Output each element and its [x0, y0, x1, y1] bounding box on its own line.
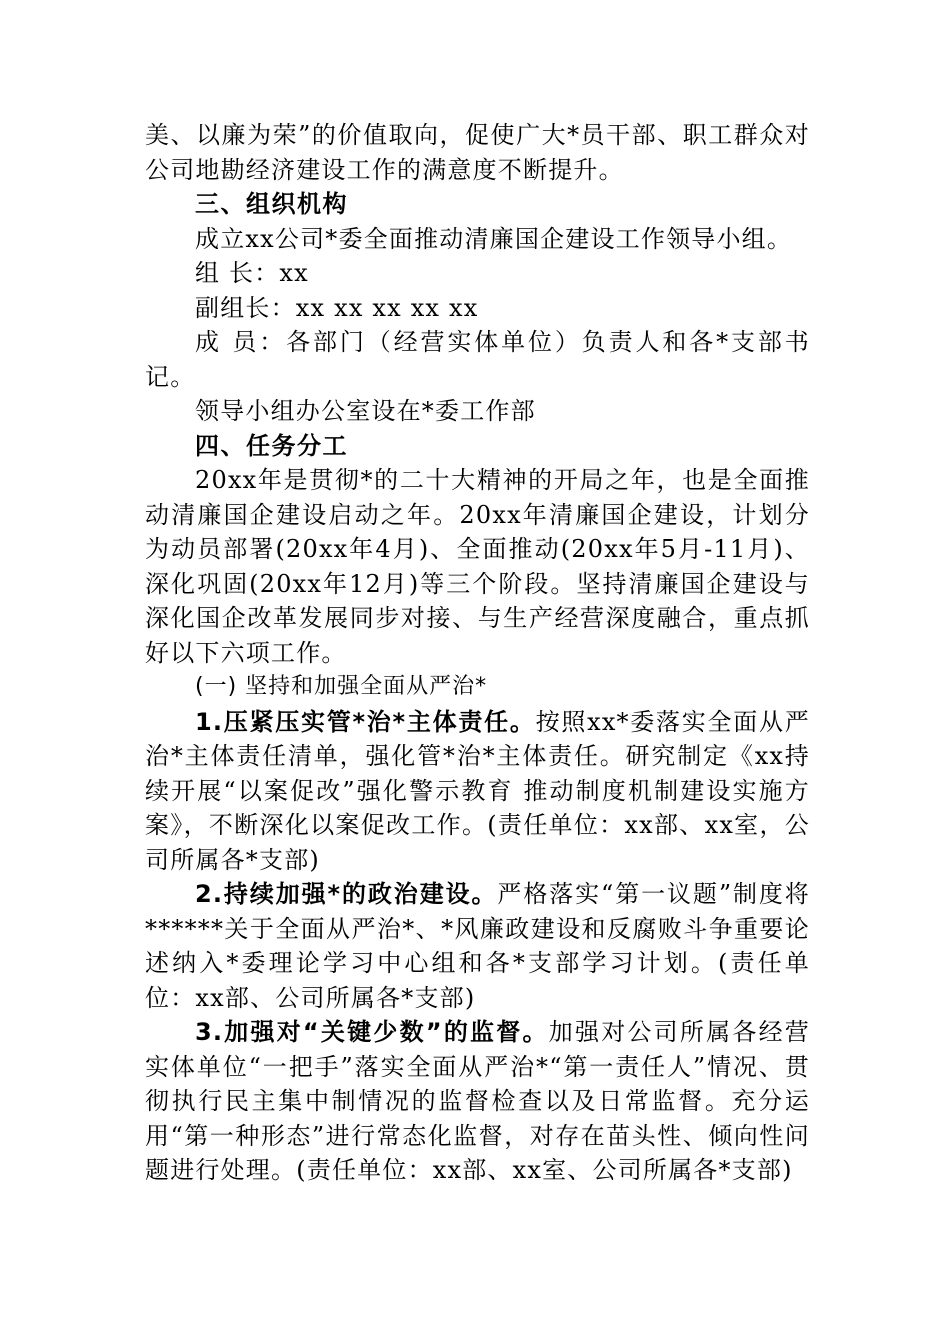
- document-body: [145, 118, 810, 1188]
- section-4-heading: 四、任务分工: [195, 431, 348, 460]
- task-item-1-text: 按照xx*委落实全面从严治*主体责任清单，强化管*治*主体责任。研究制定《xx持续开展“以案促改”强化警示教育 推动制度机制建设实施方案》，不断深化以案促改工作。(责任单位：xx部、xx室，公司所属各*支部): [145, 707, 810, 874]
- members-line: 成 员：各部门（经营实体单位）负责人和各*支部书记。: [145, 328, 810, 391]
- group-leader-line: 组 长：xx: [195, 259, 309, 287]
- intro-paragraph-continued: 美、以廉为荣”的价值取向，促使广大*员干部、职工群众对公司地勘经济建设工作的满意度不断提升。: [145, 121, 810, 184]
- task-item-3-text: 加强对公司所属各经营实体单位“一把手”落实全面从严治*“第一责任人”情况、贯彻执行民主集中制情况的监督检查以及日常监督。充分运用“第一种形态”进行常态化监督，对存在苗头性、倾向性问题进行处理。(责任单位：xx部、xx室、公司所属各*支部): [145, 1018, 810, 1184]
- task-item-2-text: 严格落实“第一议题”制度将******关于全面从严治*、*风廉政建设和反腐败斗争重要论述纳入*委理论学习中心组和各*支部学习计划。(责任单位：xx部、公司所属各*支部): [145, 880, 811, 1012]
- task-item-3: [145, 1015, 810, 1188]
- task-item-1: [145, 705, 810, 878]
- section-3-heading: 三、组织机构: [195, 190, 348, 218]
- task-item-1-title: 1.压紧压实管*治*主体责任。: [195, 707, 536, 736]
- office-line: 领导小组办公室设在*委工作部: [195, 397, 536, 425]
- subsection-1-heading: (一) 坚持和加强全面从严治*: [195, 674, 488, 699]
- section-4-paragraph: 20xx年是贯彻*的二十大精神的开局之年，也是全面推动清廉国企建设启动之年。20xx年清廉国企建设，计划分为动员部署(20xx年4月)、全面推动(20xx年5月-11月)、深化巩固(20xx年12月)等三个阶段。坚持清廉国企建设与深化国企改革发展同步对接、与生产经营深度融合，重点抓好以下六项工作。: [145, 466, 810, 667]
- task-item-2: [145, 877, 810, 1015]
- task-item-3-title: 3.加强对“关键少数”的监督。: [195, 1018, 549, 1046]
- task-item-2-title: 2.持续加强*的政治建设。: [195, 880, 498, 908]
- section-3-paragraph: 成立xx公司*委全面推动清廉国企建设工作领导小组。: [195, 224, 793, 253]
- deputy-leader-line: 副组长：xx xx xx xx xx: [195, 293, 479, 322]
